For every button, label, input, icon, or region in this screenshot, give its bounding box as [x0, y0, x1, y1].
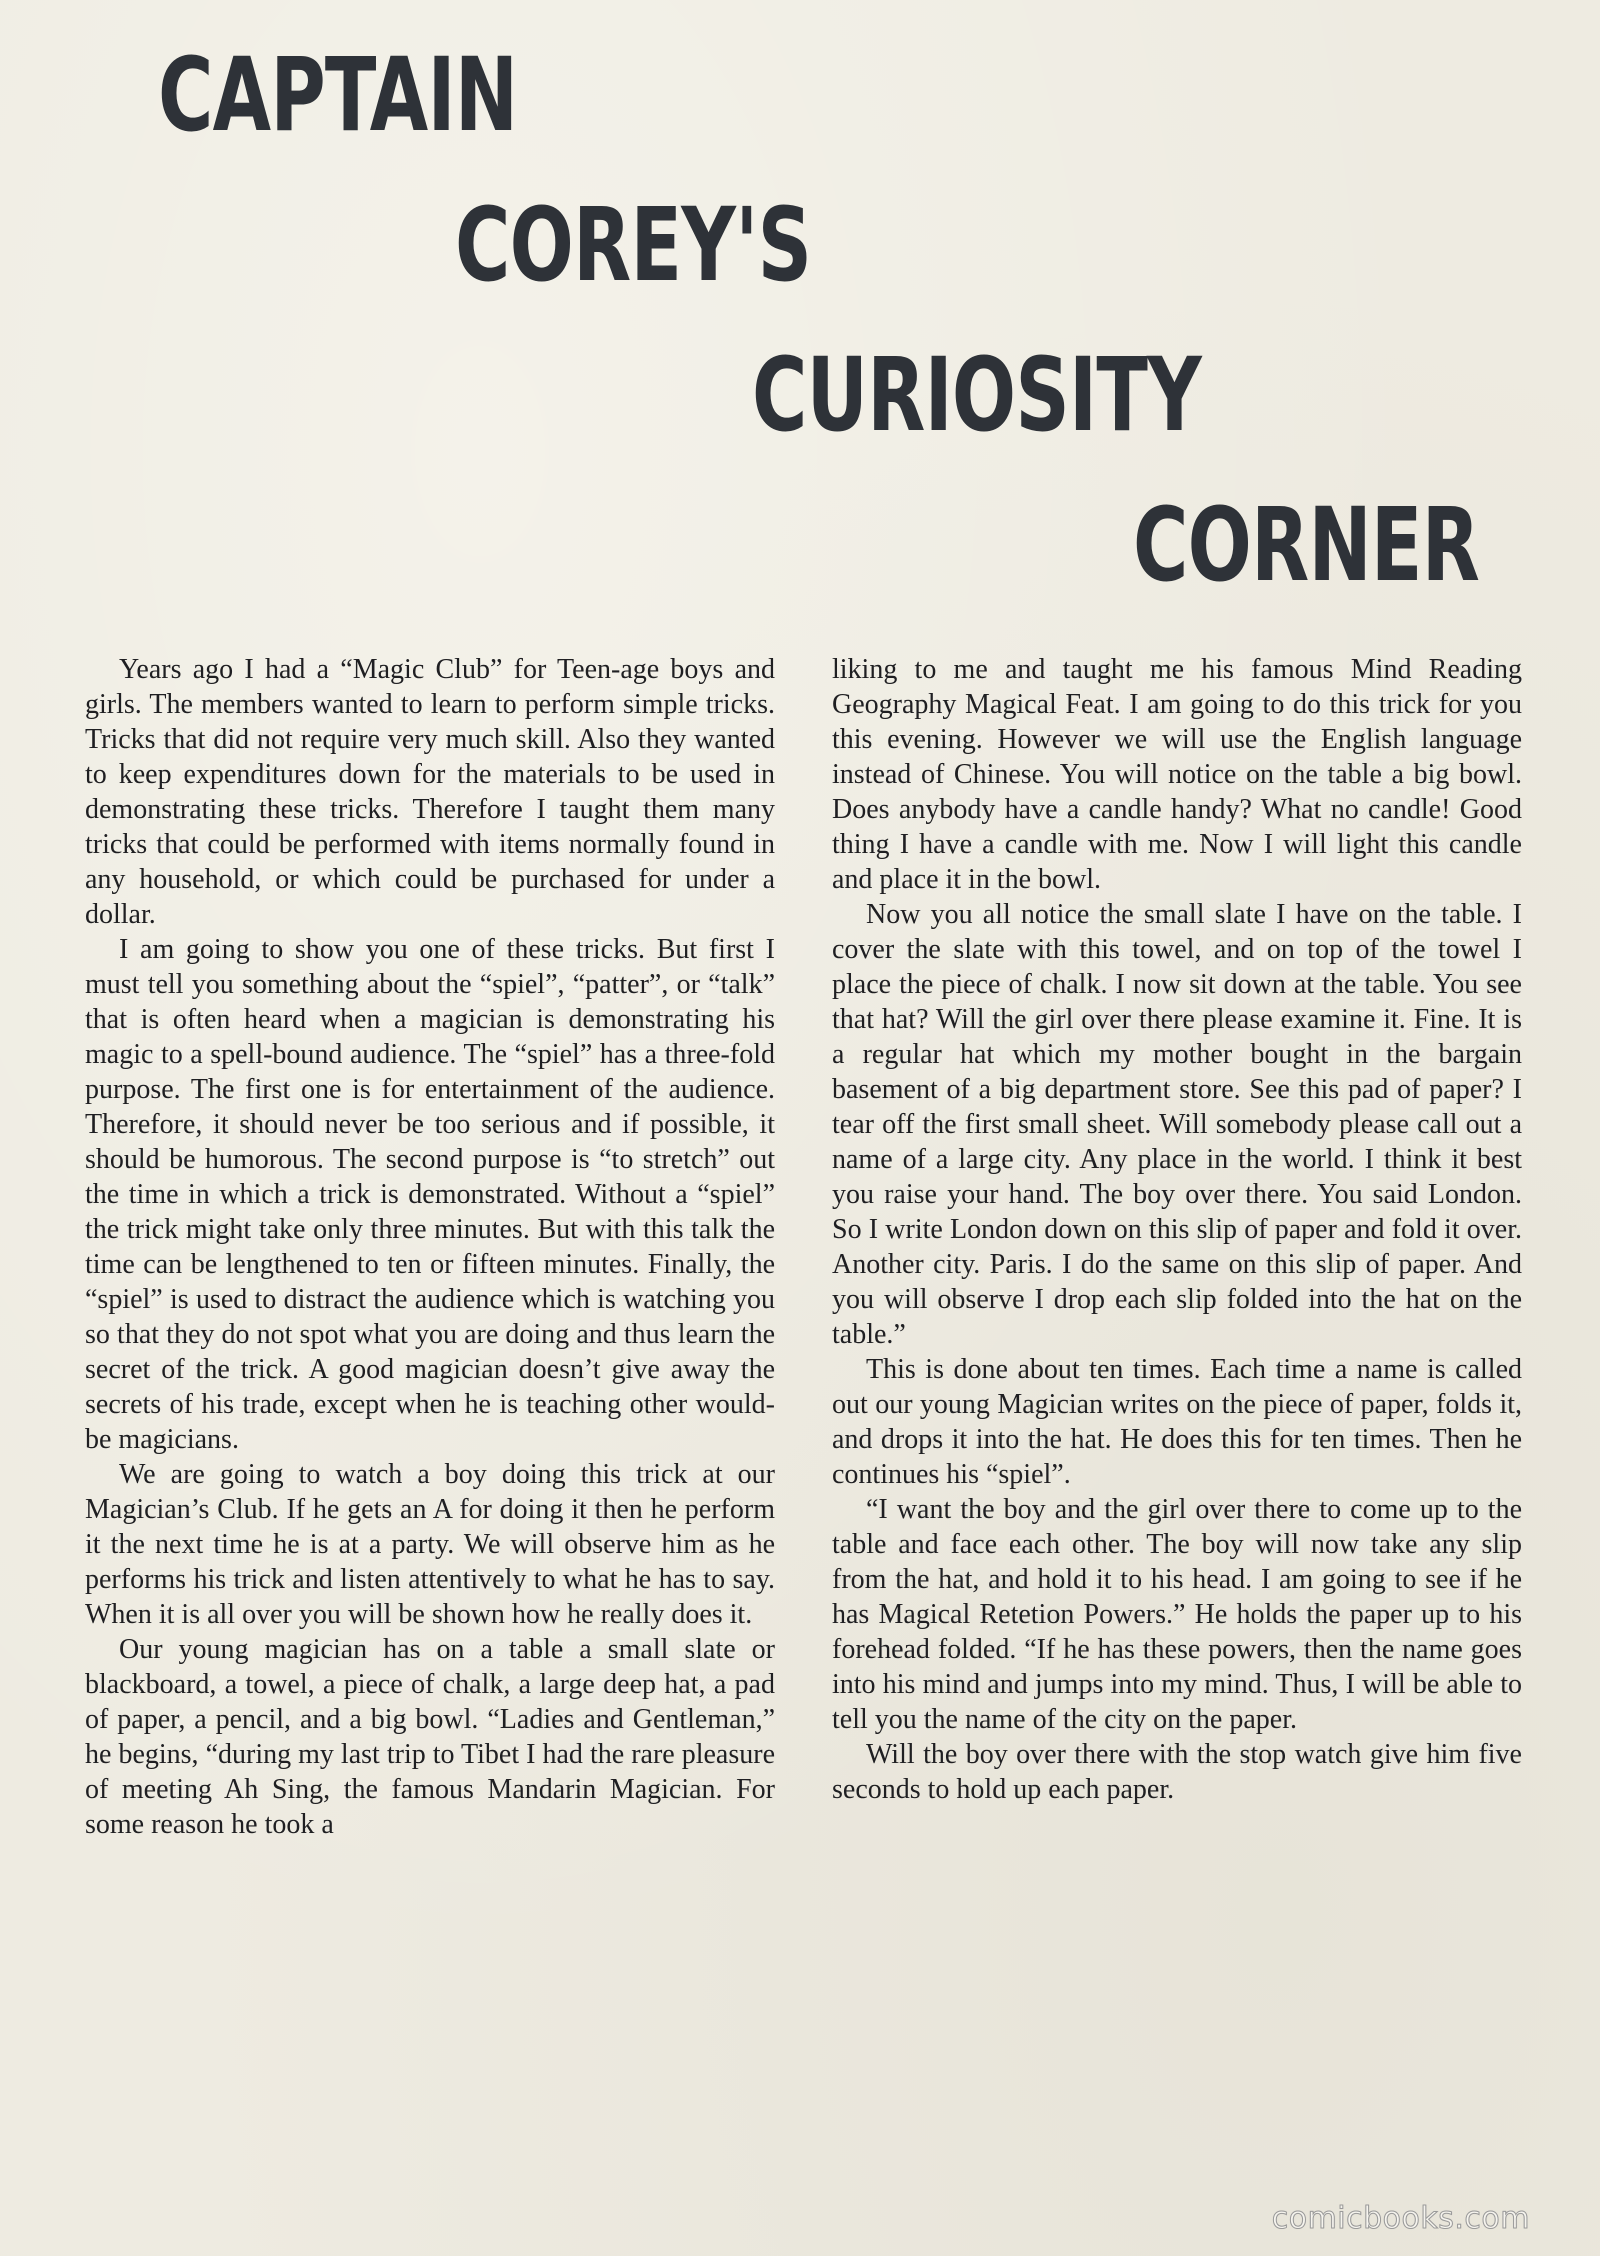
paragraph-continued: liking to me and taught me his famous Mind Reading Geography Magical Feat. I am going to do this trick for you this evening. However we will use the English language instead of Chinese. You will notice on the table a big bowl. Does anybody have a candle handy? What no candle! Good thing I have a candle with me. Now I will light this candle and place it in the bowl. — [832, 654, 1522, 895]
paragraph: Will the boy over there with the stop watch give him five seconds to hold up each paper. — [832, 1739, 1522, 1805]
title-line-corner: CORNER — [1133, 486, 1480, 605]
paragraph: This is done about ten times. Each time a name is called out our young Magician writes on the piece of paper, folds it, and drops it into the hat. He does this for ten times. Then he continues his “spiel”. — [832, 1354, 1522, 1490]
paragraph: Our young magician has on a table a small slate or blackboard, a towel, a piece of chalk, a large deep hat, a pad of paper, a pencil, and a big bowl. “Ladies and Gentleman,” he begins, “during my last trip to Tibet I had the rare pleasure of meeting Ah Sing, the famous Mandarin Magician. For some reason he took a — [85, 1634, 775, 1840]
right-column — [832, 652, 1522, 1807]
title-line-coreys: COREY'S — [455, 186, 812, 305]
left-column — [85, 652, 775, 1842]
paragraph: Years ago I had a “Magic Club” for Teen-age boys and girls. The members wanted to learn to perform simple tricks. Tricks that did not require very much skill. Also they wanted to keep expenditures down for the materials to be used in demonstrating these tricks. Therefore I taught them many tricks that could be performed with items normally found in any household, or which could be purchased for under a dollar. — [85, 654, 775, 930]
watermark-text: comicbooks.com — [1271, 2201, 1530, 2236]
title-line-curiosity: CURIOSITY — [752, 336, 1201, 455]
paragraph: I am going to show you one of these tricks. But first I must tell you something about the “spiel”, “patter”, or “talk” that is often heard when a magician is demonstrating his magic to a spell-bound audience. The “spiel” has a three-fold purpose. The first one is for entertainment of the audience. Therefore, it should never be too serious and if possible, it should be humorous. The second purpose is “to stretch” out the time in which a trick is demonstrated. Without a “spiel” the trick might take only three minutes. But with this talk the time can be lengthened to ten or fifteen minutes. Finally, the “spiel” is used to distract the audience which is watching you so that they do not spot what you are doing and thus learn the secret of the trick. A good magician doesn’t give away the secrets of his trade, except when he is teaching other would-be magicians. — [85, 934, 775, 1455]
title-line-captain: CAPTAIN — [158, 36, 518, 155]
paragraph: We are going to watch a boy doing this trick at our Magician’s Club. If he gets an A for doing it then he perform it the next time he is at a party. We will observe him as he performs his trick and listen attentively to what he has to say. When it is all over you will be shown how he really does it. — [85, 1459, 775, 1630]
paragraph: Now you all notice the small slate I have on the table. I cover the slate with this towel, and on top of the towel I place the piece of chalk. I now sit down at the table. You see that hat? Will the girl over there please examine it. Fine. It is a regular hat which my mother bought in the bargain basement of a big department store. See this pad of paper? I tear off the first small sheet. Will somebody please call out a name of a large city. Any place in the world. I think it best you raise your hand. The boy over there. You said London. So I write London down on this slip of paper and fold it over. Another city. Paris. I do the same on this slip of paper. And you will observe I drop each slip folded into the hat on the table.” — [832, 899, 1522, 1350]
paragraph: “I want the boy and the girl over there to come up to the table and face each other. The boy will now take any slip from the hat, and hold it to his head. I am going to see if he has Magical Retetion Powers.” He holds the paper up to his forehead folded. “If he has these powers, then the name goes into his mind and jumps into my mind. Thus, I will be able to tell you the name of the city on the paper. — [832, 1494, 1522, 1735]
